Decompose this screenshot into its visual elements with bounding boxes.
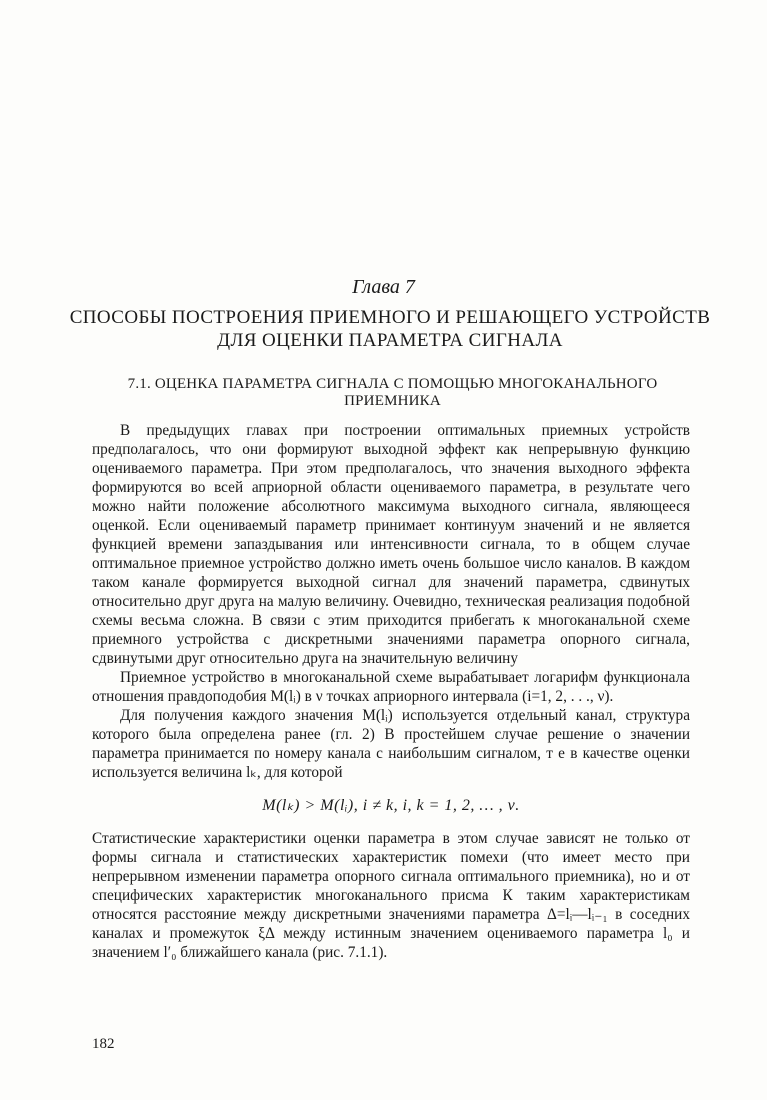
chapter-title: СПОСОБЫ ПОСТРОЕНИЯ ПРИЕМНОГО И РЕШАЮЩЕГО УСТРОЙСТВ ДЛЯ ОЦЕНКИ ПАРАМЕТРА СИГНАЛА <box>69 307 711 351</box>
body-text <box>92 421 690 962</box>
page-number: 182 <box>92 1036 115 1052</box>
paragraph: Для получения каждого значения M(lᵢ) используется отдельный канал, структура которого была определена ранее (гл. 2) В простейшем случае решение о значении параметра принимается по номеру канала с наибольшим сигналом, т е в качестве оценки используется величина lₖ, для которой <box>92 707 690 781</box>
chapter-label: Глава 7 <box>352 276 415 298</box>
paragraph: Приемное устройство в многоканальной схеме вырабатывает логарифм функционала отношения правдоподобия M(lᵢ) в ν точках априорного интервала (i=1, 2, . . ., ν). <box>92 669 690 705</box>
paragraph: В предыдущих главах при построении оптимальных приемных устройств предполагалось, что они формируют выходной эффект как непрерывную функцию оцениваемого параметра. При этом предполагалось, что значения выходного эффекта формируются во всей априорной области оцениваемого параметра, в результате чего можно найти положение абсолютного максимума выходного сигнала, являющееся оценкой. Если оцениваемый параметр принимает континуум значений и не является функцией времени запаздывания или интенсивности сигнала, то в общем случае оптимальное приемное устройство должно иметь очень большое число каналов. В каждом таком канале формируется выходной сигнал для значений параметра, сдвинутых относительно друг друга на малую величину. Очевидно, техническая реализация подобной схемы весьма сложна. В связи с этим приходится прибегать к многоканальной схеме приемного устройства с дискретными значениями параметра опорного сигнала, сдвинутыми друг относительно друга на значительную величину <box>92 422 690 667</box>
paragraph: Статистические характеристики оценки параметра в этом случае зависят не только от формы сигнала и статистических характеристик помехи (что имеет место при непрерывном изменении параметра опорного сигнала оптимального приемника), но и от специфических характеристик многоканального присма К таким характеристикам относятся расстояние между дискретными значениями параметра Δ=lᵢ—lᵢ₋₁ в соседних каналах и промежуток ξΔ между истинным значением оцениваемого параметра l₀ и значением l′₀ ближайшего канала (рис. 7.1.1). <box>92 830 690 961</box>
formula: M(lₖ) > M(lᵢ), i ≠ k, i, k = 1, 2, … , ν. <box>262 797 520 814</box>
section-title: 7.1. ОЦЕНКА ПАРАМЕТРА СИГНАЛА С ПОМОЩЬЮ МНОГОКАНАЛЬНОГО ПРИЕМНИКА <box>127 376 658 409</box>
